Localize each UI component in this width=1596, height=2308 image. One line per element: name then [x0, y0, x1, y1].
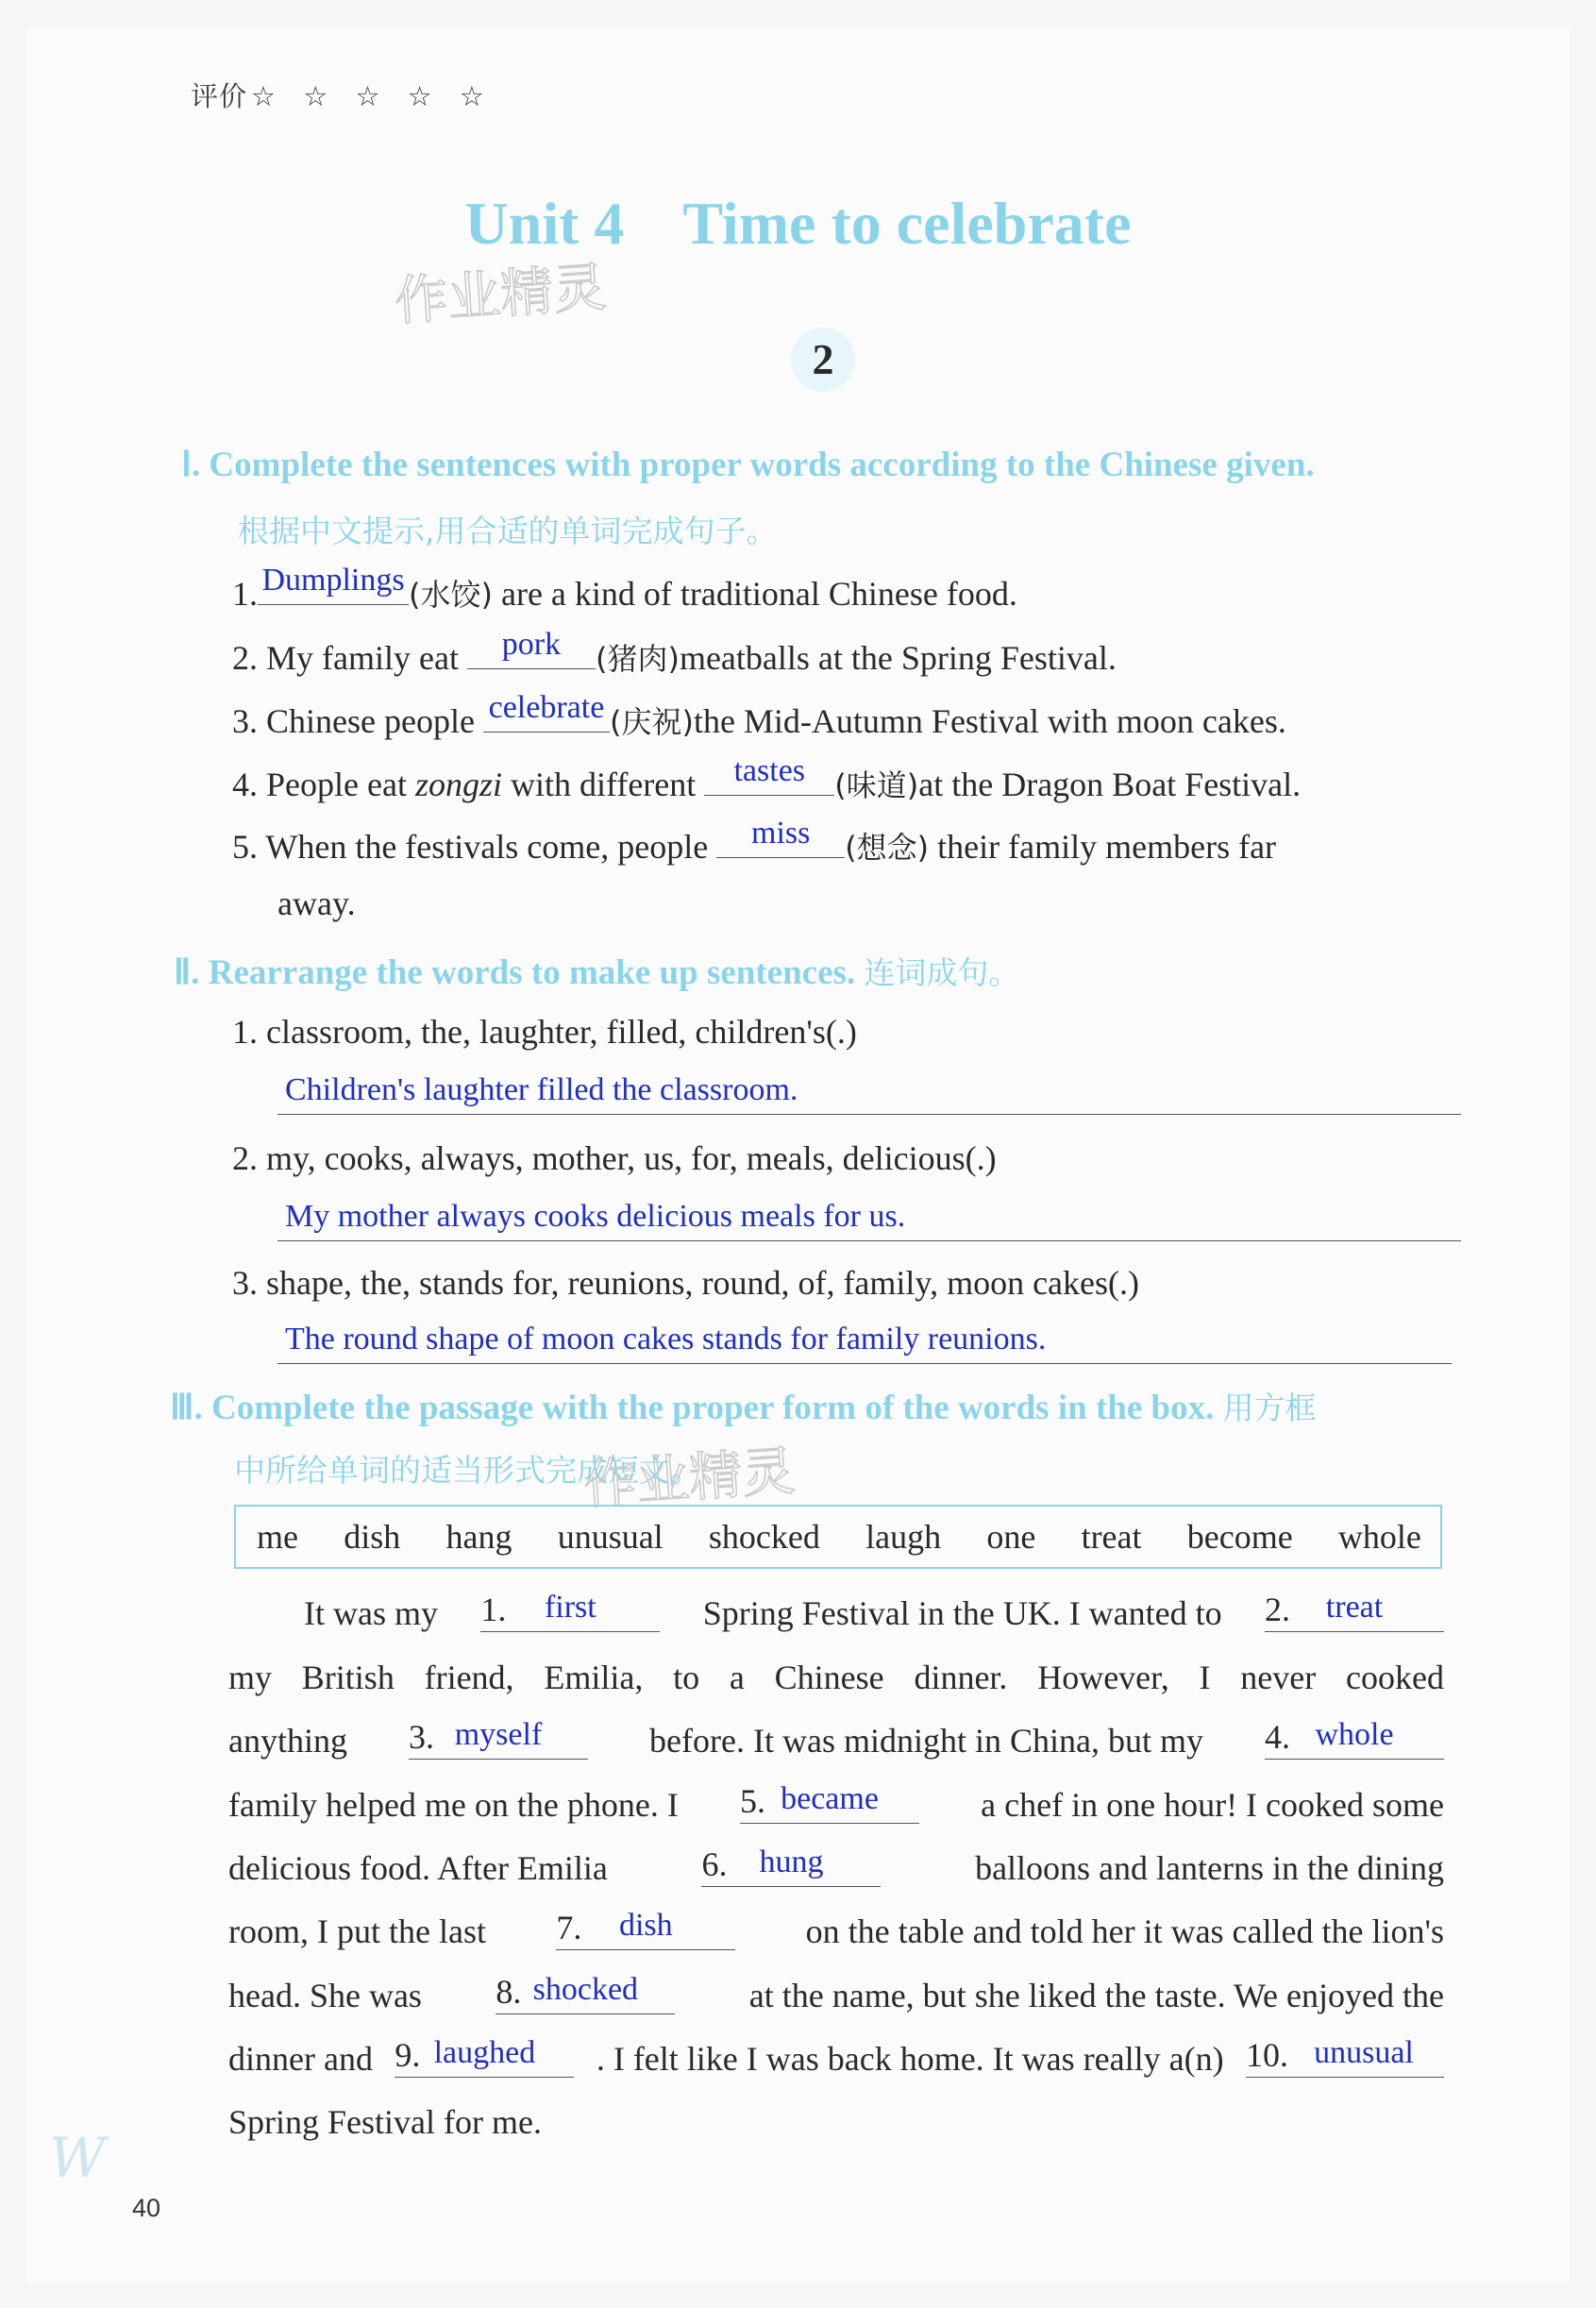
section-3-instruction-cn-2: 中所给单词的适当形式完成短文。	[234, 1452, 701, 1489]
sentence-2-start: My family eat	[266, 639, 459, 677]
rating-label: 评价	[191, 80, 248, 112]
blank-number: 4.	[1265, 1718, 1290, 1756]
passage-text: on the table and told her it was called the lion's	[805, 1912, 1444, 1950]
section-2-instruction-cn: 连词成句。	[864, 954, 1020, 991]
sentence-5	[232, 816, 1277, 868]
word-box-item: hang	[445, 1518, 512, 1556]
answer-2: pork	[501, 627, 562, 662]
item-number: 4.	[232, 766, 258, 803]
passage-blank-6[interactable]	[701, 1845, 881, 1887]
answer-line-1[interactable]	[277, 1069, 1461, 1115]
passage-text: at the name, but she liked the taste. We enjoyed the	[748, 1977, 1444, 2014]
passage-blank-2[interactable]	[1265, 1590, 1444, 1632]
passage-text: It was my	[304, 1594, 438, 1632]
rearrange-item-3	[232, 1263, 1139, 1303]
answer-blank-1[interactable]	[258, 563, 409, 605]
passage-text: a chef in one hour! I cooked some	[981, 1786, 1444, 1824]
passage-line-4	[228, 1781, 1444, 1825]
passage-line-5	[228, 1845, 1444, 1888]
word-box-item: whole	[1337, 1518, 1421, 1556]
passage-text: . I felt like I was back home. It was really a(n)	[596, 2040, 1224, 2078]
sentence-3-start: Chinese people	[266, 702, 475, 740]
passage-line-9: Spring Festival for me.	[228, 2103, 542, 2141]
section-1-instruction: Complete the sentences with proper words according to the Chinese given.	[209, 446, 1315, 484]
passage-word: my	[228, 1659, 273, 1696]
unit-name: Time to celebrate	[682, 190, 1132, 257]
passage-blank-5[interactable]	[740, 1781, 919, 1824]
word-list-1: classroom, the, laughter, filled, children's(.)	[266, 1013, 857, 1051]
passage-line-2	[228, 1658, 1444, 1697]
passage-text: delicious food. After Emilia	[228, 1849, 608, 1887]
rearrange-item-2	[232, 1138, 997, 1178]
sentence-answer-1: Children's laughter filled the classroom.	[285, 1072, 798, 1107]
passage-text: balloons and lanterns in the dining	[975, 1849, 1444, 1887]
passage-blank-7[interactable]	[556, 1908, 735, 1950]
pen-mark: W	[49, 2126, 106, 2190]
passage-word: cooked	[1346, 1659, 1444, 1696]
answer-3: celebrate	[488, 690, 605, 725]
passage-answer-4: whole	[1315, 1717, 1394, 1752]
sentence-3-end: the Mid-Autumn Festival with moon cakes.	[693, 702, 1286, 740]
unit-title	[0, 189, 1596, 259]
passage-answer-3: myself	[454, 1717, 543, 1752]
passage-text: head. She was	[228, 1977, 422, 2014]
passage-line-7	[228, 1972, 1444, 2015]
sentence-5-start: When the festivals come, people	[265, 828, 709, 866]
passage-line-1	[228, 1590, 1444, 1633]
unit-number: Unit 4	[464, 190, 625, 257]
word-list-2: my, cooks, always, mother, us, for, meals, delicious(.)	[266, 1139, 997, 1177]
blank-number: 1.	[480, 1591, 507, 1628]
passage-word: Chinese	[774, 1659, 884, 1696]
word-box-item: become	[1186, 1518, 1293, 1556]
passage-line-6	[228, 1908, 1444, 1951]
passage-line-3	[228, 1717, 1444, 1760]
word-box-item: dish	[344, 1518, 401, 1556]
answer-1: Dumplings	[261, 563, 405, 598]
section-3-instruction-cn-1: 用方框	[1222, 1390, 1317, 1426]
answer-5: miss	[751, 816, 811, 851]
answer-blank-4[interactable]	[704, 753, 834, 796]
answer-line-3[interactable]	[277, 1318, 1452, 1364]
sentence-4-end: at the Dragon Boat Festival.	[918, 766, 1302, 803]
watermark-logo-2: 作业精灵	[581, 1440, 798, 1517]
blank-number: 7.	[556, 1909, 582, 1946]
sentence-4-start: People eat	[266, 766, 407, 803]
section-3-instruction: Complete the passage with the proper form of the words in the box.	[211, 1389, 1215, 1427]
answer-line-2[interactable]	[277, 1195, 1461, 1241]
rating	[191, 76, 494, 114]
passage-blank-4[interactable]	[1265, 1717, 1444, 1760]
blank-number: 6.	[701, 1845, 728, 1883]
blank-number: 2.	[1265, 1591, 1290, 1628]
item-number: 2.	[232, 1139, 258, 1177]
word-list-3: shape, the, stands for, reunions, round, of, family, moon cakes(.)	[266, 1264, 1139, 1302]
passage-word: to	[673, 1659, 700, 1696]
section-3-roman: Ⅲ.	[170, 1389, 203, 1427]
answer-4: tastes	[733, 753, 806, 788]
rating-stars[interactable]: ☆ ☆ ☆ ☆ ☆	[251, 80, 494, 112]
hint-2: (猪肉)	[595, 641, 680, 677]
passage-blank-10[interactable]	[1246, 2035, 1444, 2078]
answer-blank-5[interactable]	[716, 816, 845, 858]
passage-word: British	[301, 1659, 395, 1696]
blank-number: 10.	[1246, 2036, 1288, 2074]
passage-blank-1[interactable]	[480, 1590, 660, 1632]
section-1-roman: Ⅰ.	[181, 446, 201, 484]
passage-answer-8: shocked	[532, 1972, 639, 2007]
passage-text: family helped me on the phone. I	[228, 1786, 679, 1824]
section-3-heading	[170, 1384, 1317, 1428]
sentence-3	[232, 690, 1286, 742]
passage-word: friend,	[424, 1659, 514, 1696]
sentence-1-text: are a kind of traditional Chinese food.	[500, 575, 1017, 613]
passage-text: before. It was midnight in China, but my	[649, 1722, 1203, 1760]
hint-4: (味道)	[834, 767, 919, 803]
section-1-instruction-cn: 根据中文提示,用合适的单词完成句子。	[238, 513, 778, 549]
passage-blank-9[interactable]	[395, 2035, 574, 2078]
passage-blank-8[interactable]	[496, 1972, 675, 2014]
section-2-roman: Ⅱ.	[174, 953, 200, 992]
section-1-heading	[181, 444, 1315, 485]
passage-word: a	[729, 1659, 745, 1696]
passage-word: dinner.	[914, 1659, 1008, 1696]
passage-blank-3[interactable]	[409, 1717, 588, 1760]
passage-word: Emilia,	[544, 1659, 644, 1696]
word-box-item: laugh	[865, 1518, 942, 1556]
sentence-4-mid: with different	[510, 766, 697, 803]
sentence-5-continued: away.	[277, 884, 356, 922]
watermark-logo: 作业精灵	[393, 257, 609, 333]
item-number: 2.	[232, 639, 258, 677]
passage-answer-9: laughed	[433, 2035, 536, 2070]
word-box-item: one	[986, 1518, 1036, 1556]
passage-answer-5: became	[781, 1781, 879, 1816]
hint-3: (庆祝)	[609, 704, 694, 740]
word-box	[234, 1505, 1442, 1569]
rearrange-item-1	[232, 1012, 857, 1052]
passage-answer-10: unusual	[1314, 2035, 1414, 2070]
passage-text: anything	[228, 1722, 347, 1760]
passage-line-8	[228, 2035, 1444, 2079]
word-box-item: me	[257, 1518, 298, 1556]
passage-answer-2: treat	[1325, 1590, 1384, 1625]
blank-number: 5.	[740, 1782, 766, 1820]
item-number: 3.	[232, 702, 258, 740]
passage-word: I	[1199, 1659, 1211, 1696]
passage-answer-7: dish	[618, 1908, 673, 1943]
passage-answer-6: hung	[759, 1845, 824, 1879]
blank-number: 3.	[409, 1718, 435, 1756]
section-2-instruction: Rearrange the words to make up sentences.	[208, 953, 856, 992]
answer-blank-2[interactable]	[467, 627, 596, 669]
sentence-answer-2: My mother always cooks delicious meals for us.	[285, 1199, 906, 1234]
passage-text: room, I put the last	[228, 1912, 486, 1950]
passage-text: Spring Festival in the UK. I wanted to	[702, 1594, 1222, 1632]
sentence-4	[232, 753, 1302, 805]
sentence-4-italic: zongzi	[414, 766, 502, 803]
word-box-item: unusual	[557, 1518, 664, 1556]
hint-5: (想念)	[845, 830, 930, 866]
sentence-answer-3: The round shape of moon cakes stands for family reunions.	[285, 1322, 1047, 1356]
passage-word: However,	[1037, 1659, 1169, 1696]
item-number: 5.	[232, 828, 258, 866]
lesson-number-badge: 2	[791, 328, 855, 392]
sentence-2	[232, 627, 1117, 679]
item-number: 3.	[232, 1264, 258, 1302]
item-number: 1.	[232, 575, 258, 613]
passage-text: dinner and	[228, 2040, 373, 2078]
sentence-1	[232, 563, 1017, 615]
page-number: 40	[132, 2194, 161, 2222]
passage-word: never	[1240, 1659, 1317, 1696]
hint-1: (水饺)	[409, 577, 493, 613]
item-number: 1.	[232, 1013, 258, 1051]
blank-number: 9.	[395, 2036, 421, 2074]
word-box-item: treat	[1081, 1518, 1142, 1556]
section-2-heading	[174, 949, 1019, 993]
passage-answer-1: first	[544, 1590, 596, 1625]
sentence-5-end: their family members far	[937, 828, 1277, 866]
sentence-2-end: meatballs at the Spring Festival.	[679, 639, 1117, 677]
answer-blank-3[interactable]	[483, 690, 610, 733]
word-box-item: shocked	[708, 1518, 820, 1556]
blank-number: 8.	[496, 1973, 522, 2011]
